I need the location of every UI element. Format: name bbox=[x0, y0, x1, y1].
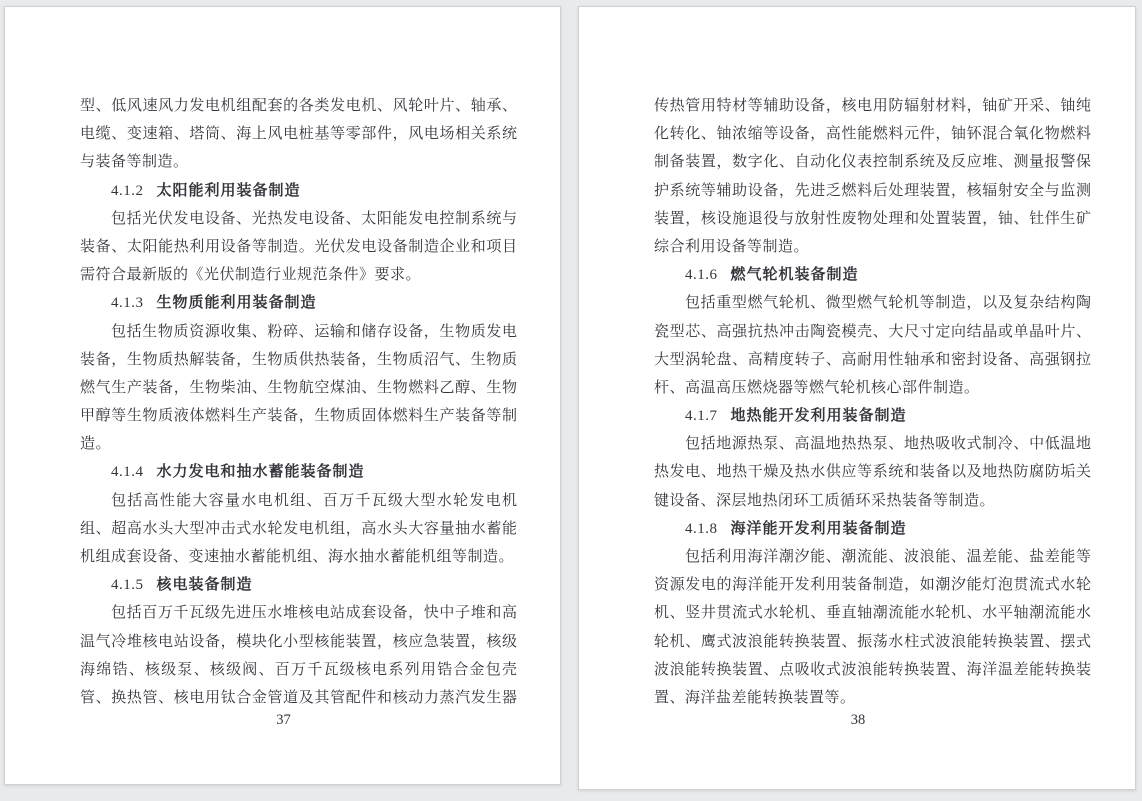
text-line: 机组成套设备、变速抽水蓄能机组、海水抽水蓄能机组等制造。 bbox=[80, 549, 515, 565]
text-line: 键设备、深层地热闭环工质循环采热装备等制造。 bbox=[654, 492, 996, 509]
text-line: 需符合最新版的《光伏制造行业规范条件》要求。 bbox=[80, 267, 422, 284]
section-heading bbox=[654, 261, 1091, 289]
text-line: 装备，生物质热解装备，生物质供热装备，生物质沼气、生物质 bbox=[80, 351, 517, 368]
text-line: 海绵锆、核级泵、核级阀、百万千瓦级核电系列用锆合金包壳 bbox=[80, 661, 517, 678]
text-line: 甲醇等生物质液体燃料生产装备，生物质固体燃料生产装备等制 bbox=[80, 408, 517, 425]
page-number: 37 bbox=[276, 712, 291, 729]
text-line: 护系统等辅助设备，先进乏燃料后处理装置，核辐射安全与监测 bbox=[654, 182, 1091, 199]
section-title: 海洋能开发利用装备制造 bbox=[730, 520, 907, 537]
text-block bbox=[80, 92, 517, 712]
text-line: 包括利用海洋潮汐能、潮流能、波浪能、温差能、盐差能等 bbox=[685, 549, 1091, 565]
section-number: 4.1.6 bbox=[685, 267, 718, 284]
text-line: 综合利用设备等制造。 bbox=[654, 238, 810, 255]
section-number: 4.1.8 bbox=[685, 520, 718, 537]
text-line: 瓷型芯、高强抗热冲击陶瓷模壳、大尺寸定向结晶或单晶叶片、 bbox=[654, 323, 1091, 340]
text-line: 化转化、铀浓缩等设备，高性能燃料元件，铀钚混合氧化物燃料 bbox=[654, 126, 1091, 143]
text-line: 型、低风速风力发电机组配套的各类发电机、风轮叶片、轴承、 bbox=[80, 98, 517, 114]
section-title: 水力发电和抽水蓄能装备制造 bbox=[156, 464, 365, 481]
text-line: 装备、太阳能热利用设备等制造。光伏发电设备制造企业和项目 bbox=[80, 238, 517, 255]
text-line: 造。 bbox=[80, 436, 112, 453]
text-line: 燃气生产装备，生物柴油、生物航空煤油、生物燃料乙醇、生物 bbox=[80, 379, 517, 396]
text-line: 管、换热管、核电用钛合金管道及其管配件和核动力蒸汽发生器 bbox=[80, 689, 517, 706]
section-heading bbox=[80, 571, 517, 599]
text-line: 资源发电的海洋能开发利用装备制造，如潮汐能灯泡贯流式水轮 bbox=[654, 577, 1091, 594]
section-number: 4.1.4 bbox=[111, 464, 144, 481]
text-line: 波浪能转换装置、点吸收式波浪能转换装置、海洋温差能转换装 bbox=[654, 661, 1091, 678]
section-title: 燃气轮机装备制造 bbox=[730, 267, 859, 284]
section-heading bbox=[80, 177, 517, 205]
section-title: 核电装备制造 bbox=[156, 577, 253, 594]
section-title: 生物质能利用装备制造 bbox=[156, 295, 317, 312]
section-number: 4.1.3 bbox=[111, 295, 144, 312]
page-number: 38 bbox=[850, 712, 866, 729]
page-37 bbox=[4, 6, 561, 785]
text-line: 轮机、鹰式波浪能转换装置、振荡水柱式波浪能转换装置、摆式 bbox=[654, 633, 1091, 650]
text-line: 温气冷堆核电站设备，模块化小型核能装置，核应急装置，核级 bbox=[80, 633, 517, 650]
text-line: 热发电、地热干燥及热水供应等系统和装备以及地热防腐防垢关 bbox=[654, 464, 1091, 481]
text-line: 包括重型燃气轮机、微型燃气轮机等制造，以及复杂结构陶 bbox=[685, 295, 1091, 312]
section-heading bbox=[80, 289, 517, 317]
text-line: 与装备等制造。 bbox=[80, 154, 189, 171]
text-line: 装置，核设施退役与放射性废物处理和处置装置，铀、钍伴生矿 bbox=[654, 210, 1091, 227]
text-line: 制备装置，数字化、自动化仪表控制系统及反应堆、测量报警保 bbox=[654, 154, 1091, 171]
text-line: 组、超高水头大型冲击式水轮发电机组，高水头大容量抽水蓄能 bbox=[80, 520, 517, 537]
section-number: 4.1.2 bbox=[111, 182, 144, 199]
section-heading bbox=[654, 402, 1091, 430]
page-38 bbox=[578, 6, 1136, 790]
section-heading bbox=[80, 458, 517, 486]
text-line: 传热管用特材等辅助设备，核电用防辐射材料，铀矿开采、铀纯 bbox=[654, 98, 1091, 114]
text-line: 包括地源热泵、高温地热热泵、地热吸收式制冷、中低温地 bbox=[685, 436, 1091, 453]
text-line: 包括生物质资源收集、粉碎、运输和储存设备，生物质发电 bbox=[111, 323, 517, 340]
text-line: 大型涡轮盘、高精度转子、高耐用性轴承和密封设备、高强钢拉 bbox=[654, 351, 1091, 368]
section-number: 4.1.5 bbox=[111, 577, 144, 594]
text-line: 包括百万千瓦级先进压水堆核电站成套设备，快中子堆和高 bbox=[111, 605, 517, 622]
text-line: 包括高性能大容量水电机组、百万千瓦级大型水轮发电机 bbox=[111, 492, 517, 509]
section-title: 太阳能利用装备制造 bbox=[156, 182, 301, 199]
text-line: 置、海洋盐差能转换装置等。 bbox=[654, 689, 856, 706]
section-number: 4.1.7 bbox=[685, 408, 718, 425]
text-line: 杆、高温高压燃烧器等燃气轮机核心部件制造。 bbox=[654, 379, 980, 396]
text-line: 包括光伏发电设备、光热发电设备、太阳能发电控制系统与 bbox=[111, 210, 517, 227]
text-block bbox=[654, 92, 1091, 712]
section-heading bbox=[654, 515, 1091, 543]
text-line: 电缆、变速箱、塔筒、海上风电桩基等零部件，风电场相关系统 bbox=[80, 126, 517, 143]
section-title: 地热能开发利用装备制造 bbox=[730, 408, 907, 425]
text-line: 机、竖井贯流式水轮机、垂直轴潮流能水轮机、水平轴潮流能水 bbox=[654, 605, 1091, 622]
